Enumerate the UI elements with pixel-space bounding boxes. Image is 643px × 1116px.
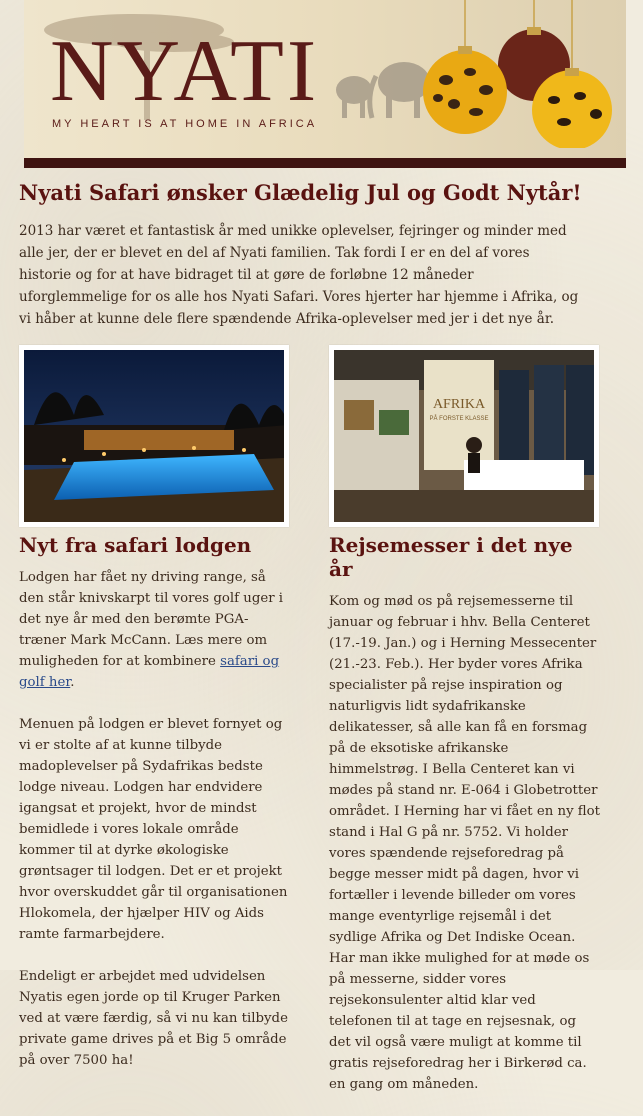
- safari-golf-link[interactable]: safari og golf her: [19, 654, 280, 690]
- svg-text:AFRIKA: AFRIKA: [432, 397, 486, 412]
- page-title: Nyati Safari ønsker Glædelig Jul og Godt Nytår!: [19, 180, 582, 205]
- lodge-news-paragraph-3: Endeligt er arbejdet med udvidelsen Nyatis egen jorde op til Kruger Parken ved at være færdig, så vi nu kan tilbyde private game drives på et Big 5 område på over 7500 ha!: [19, 969, 288, 1068]
- lodge-news-paragraph-2: Menuen på lodgen er blevet fornyet og vi er stolte af at kunne tilbyde madoplevelser på Sydafrikas bedste lodge niveau. Lodgen har endvidere igangsat et projekt, hvor de mindst bemidlede i vores lokale område kommer til at dyrke økologiske grøntsager til lodgen. Det er et projekt hvor overskuddet går til organisationen Hlokomela, der hjælper HIV og Aids ramte farmarbejdere.: [19, 717, 288, 942]
- header-banner: [24, 0, 626, 168]
- intro-paragraph: 2013 har været et fantastisk år med unikke oplevelser, fejringer og minder med alle jer, der er blevet en del af Nyati familien. Tak fordi I er en del af vores historie og for at have bidraget til at gøre de forløbne 12 måneder uforglemmelige for os alle hos Nyati Safari. Vores hjerter har hjemme i Afrika, og vi håber at kunne dele flere spændende Afrika-oplevelser med jer i det nye år.: [19, 223, 579, 327]
- christmas-ornaments-icon: [423, 0, 612, 148]
- fair-photo-frame: [329, 345, 599, 527]
- travel-fairs-paragraph: Kom og mød os på rejsemesserne til januar og februar i hhv. Bella Centeret (17.-19. Jan.) og i Herning Messecenter (21.-23. Feb.). Her byder vores Afrika specialister på rejse inspiration og naturligvis lidt sydafrikanske delikatesser, så alle kan få en forsmag på de eksotiske afrikanske himmelstrøg. I Bella Centeret kan vi mødes på stand nr. E-064 i Globetrotter området. I Herning har vi fået en ny flot stand i Hal G på nr. 5752. Vi holder vores spændende rejseforedrag på begge messer midt på dagen, hvor vi fortæller i levende billeder om vores mange eventyrlige rejsemål i det sydlige Afrika og Det Indiske Ocean. Har man ikke mulighed for at møde os på messerne, sidder vores rejsekonsulenter altid klar ved telefonen til at tage en rejsesnak, og det vil også være muligt at komme til gratis rejseforedrag her i Birkerød ca. en gang om måneden.: [329, 594, 601, 1092]
- travel-fairs-title: Rejsemesser i det nye år: [329, 533, 573, 581]
- logo-tagline: MY HEART IS AT HOME IN AFRICA: [52, 118, 318, 130]
- lodge-pool-photo: [24, 350, 284, 522]
- lodge-photo-frame: [19, 345, 289, 527]
- travel-fairs-section: [329, 345, 601, 1116]
- fair-booth-photo: [334, 350, 594, 522]
- lodge-news-paragraph-1: Lodgen har fået ny driving range, så den står knivskarpt til vores golf uger i det nye år med den berømte PGA-træner Mark McCann. Læs mere om muligheden for at kombinere safari og golf her.: [19, 570, 284, 690]
- nyati-logo[interactable]: NYATI: [50, 23, 320, 120]
- lodge-news-title: Nyt fra safari lodgen: [19, 533, 252, 557]
- lodge-news-section: [19, 345, 291, 1092]
- svg-text:PÅ FORSTE KLASSE: PÅ FORSTE KLASSE: [429, 416, 489, 422]
